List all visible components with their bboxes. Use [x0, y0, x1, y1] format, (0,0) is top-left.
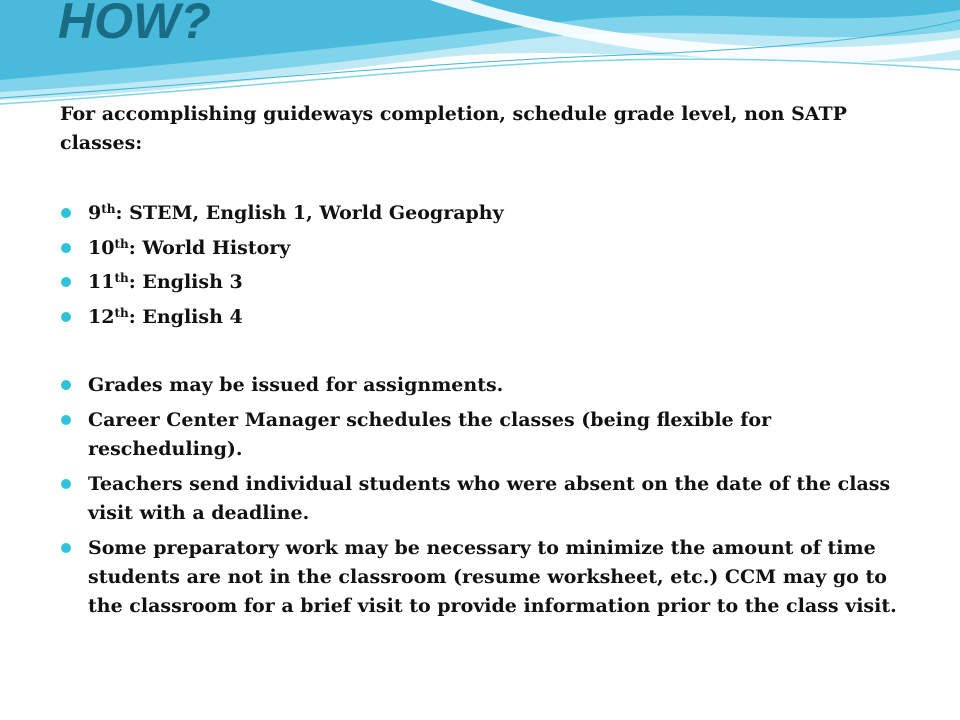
- grade-item-9: 9th: STEM, English 1, World Geography: [60, 199, 900, 228]
- note-item: Teachers send individual students who were absent on the date of the class visit with a deadline.: [60, 470, 900, 528]
- bullet-icon: [61, 415, 71, 425]
- note-item: Career Center Manager schedules the classes (being flexible for rescheduling).: [60, 406, 900, 464]
- notes-list: [60, 371, 900, 627]
- slide-title: HOW?: [58, 0, 211, 49]
- bullet-icon: [61, 208, 71, 218]
- note-item: Some preparatory work may be necessary to minimize the amount of time students are not in the classroom (resume worksheet, etc.) CCM may go to the classroom for a brief visit to provide information prior to the class visit.: [60, 534, 900, 621]
- bullet-icon: [61, 312, 71, 322]
- bullet-icon: [61, 479, 71, 489]
- bullet-icon: [61, 277, 71, 287]
- grade-item-10: 10th: World History: [60, 234, 900, 263]
- grade-list: [60, 199, 900, 337]
- grade-item-11: 11th: English 3: [60, 268, 900, 297]
- intro-text: For accomplishing guideways completion, schedule grade level, non SATP classes:: [60, 103, 847, 154]
- bullet-icon: [61, 543, 71, 553]
- bullet-icon: [61, 380, 71, 390]
- bullet-icon: [61, 243, 71, 253]
- note-item: Grades may be issued for assignments.: [60, 371, 900, 400]
- grade-item-12: 12th: English 4: [60, 303, 900, 332]
